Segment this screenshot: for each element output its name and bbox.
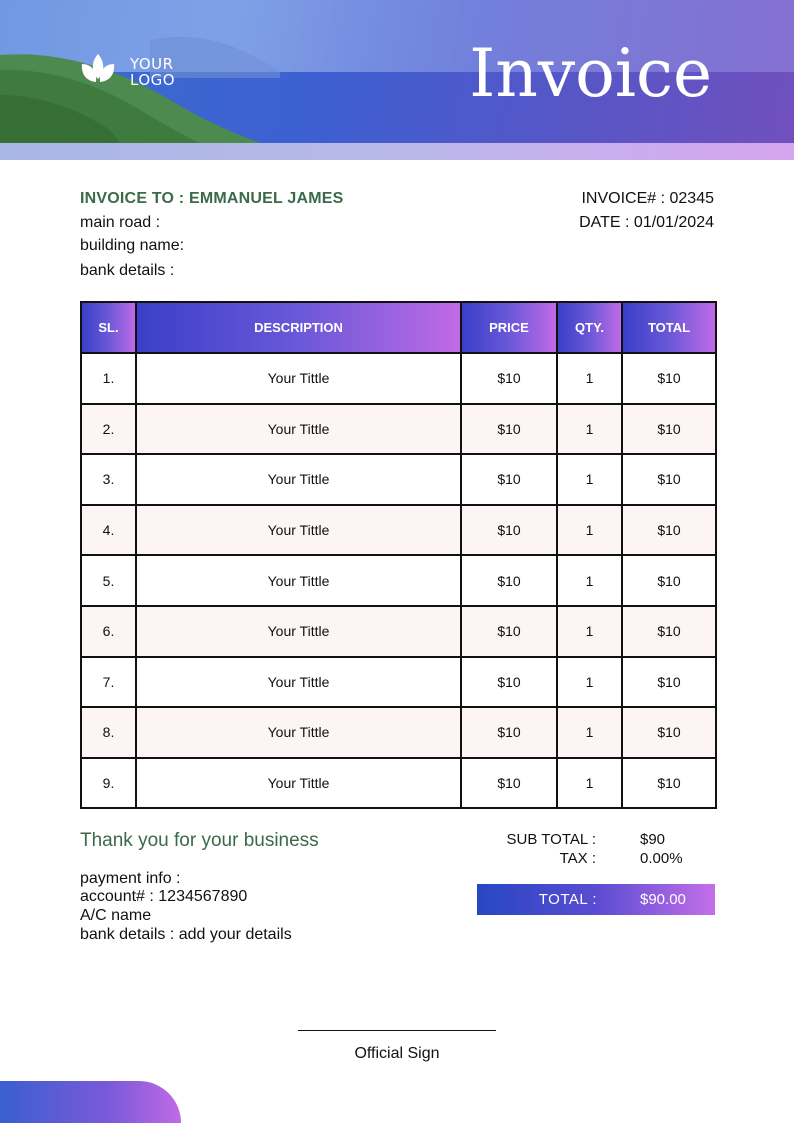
cell-sl: 6. <box>81 606 136 657</box>
cell-total: $10 <box>622 657 716 708</box>
col-header-description: DESCRIPTION <box>136 302 461 353</box>
logo-text-line1: YOUR <box>130 55 174 73</box>
table-header-row <box>81 302 716 353</box>
table-row <box>81 657 716 708</box>
cell-qty: 1 <box>557 555 622 606</box>
cell-qty: 1 <box>557 404 622 455</box>
cell-sl: 4. <box>81 505 136 556</box>
cell-sl: 5. <box>81 555 136 606</box>
leaf-icon <box>80 52 116 92</box>
cell-sl: 7. <box>81 657 136 708</box>
cell-qty: 1 <box>557 353 622 404</box>
cell-sl: 8. <box>81 707 136 758</box>
cell-price: $10 <box>461 555 557 606</box>
cell-qty: 1 <box>557 758 622 809</box>
signature-line <box>298 1030 496 1031</box>
invoice-date: DATE : 01/01/2024 <box>579 214 714 231</box>
cell-sl: 3. <box>81 454 136 505</box>
total-bar <box>477 884 715 915</box>
cell-price: $10 <box>461 606 557 657</box>
cell-qty: 1 <box>557 606 622 657</box>
cell-total: $10 <box>622 707 716 758</box>
total-value: $90.00 <box>640 891 686 908</box>
table-row <box>81 404 716 455</box>
account-number: account# : 1234567890 <box>80 888 248 905</box>
col-header-total: TOTAL <box>622 302 716 353</box>
cell-qty: 1 <box>557 505 622 556</box>
cell-price: $10 <box>461 454 557 505</box>
table-row <box>81 454 716 505</box>
cell-description: Your Tittle <box>136 505 461 556</box>
col-header-price: PRICE <box>461 302 557 353</box>
col-header-qty: QTY. <box>557 302 622 353</box>
cell-qty: 1 <box>557 657 622 708</box>
tax-value: 0.00% <box>640 850 683 867</box>
table-row <box>81 505 716 556</box>
thank-you-message: Thank you for your business <box>80 830 319 851</box>
cell-price: $10 <box>461 505 557 556</box>
invoice-to: INVOICE TO : EMMANUEL JAMES <box>80 190 344 207</box>
cell-total: $10 <box>622 505 716 556</box>
bill-bank-details: bank details : <box>80 262 175 279</box>
logo-text-line2: LOGO <box>130 71 176 89</box>
payment-bank-details: bank details : add your details <box>80 926 292 943</box>
cell-price: $10 <box>461 707 557 758</box>
invoice-number: INVOICE# : 02345 <box>581 190 714 207</box>
payment-info-label: payment info : <box>80 870 181 887</box>
table-row <box>81 606 716 657</box>
account-name: A/C name <box>80 907 152 924</box>
cell-description: Your Tittle <box>136 606 461 657</box>
total-label: TOTAL : <box>538 891 597 908</box>
cell-total: $10 <box>622 404 716 455</box>
table-row <box>81 758 716 809</box>
cell-sl: 1. <box>81 353 136 404</box>
cell-price: $10 <box>461 404 557 455</box>
building-name: building name: <box>80 237 185 254</box>
cell-description: Your Tittle <box>136 707 461 758</box>
cell-description: Your Tittle <box>136 657 461 708</box>
cell-total: $10 <box>622 606 716 657</box>
col-header-sl: SL. <box>81 302 136 353</box>
cell-description: Your Tittle <box>136 555 461 606</box>
items-table <box>80 301 717 809</box>
cell-description: Your Tittle <box>136 454 461 505</box>
cell-price: $10 <box>461 657 557 708</box>
logo-text <box>130 56 175 88</box>
cell-total: $10 <box>622 555 716 606</box>
sub-total-label: SUB TOTAL : <box>506 831 596 848</box>
footer-corner-decoration <box>0 1081 181 1123</box>
sub-total-value: $90 <box>640 831 666 848</box>
cell-description: Your Tittle <box>136 353 461 404</box>
cell-description: Your Tittle <box>136 404 461 455</box>
cell-qty: 1 <box>557 454 622 505</box>
table-row <box>81 353 716 404</box>
cell-total: $10 <box>622 353 716 404</box>
cell-price: $10 <box>461 353 557 404</box>
logo <box>80 52 175 92</box>
cell-total: $10 <box>622 758 716 809</box>
banner-strip <box>0 143 794 160</box>
cell-total: $10 <box>622 454 716 505</box>
signature-label: Official Sign <box>354 1045 440 1062</box>
table-row <box>81 555 716 606</box>
cell-sl: 9. <box>81 758 136 809</box>
cell-description: Your Tittle <box>136 758 461 809</box>
table-row <box>81 707 716 758</box>
page-title: Invoice <box>469 35 712 112</box>
main-road: main road : <box>80 214 161 231</box>
tax-label: TAX : <box>559 850 596 867</box>
cell-sl: 2. <box>81 404 136 455</box>
cell-qty: 1 <box>557 707 622 758</box>
cell-price: $10 <box>461 758 557 809</box>
